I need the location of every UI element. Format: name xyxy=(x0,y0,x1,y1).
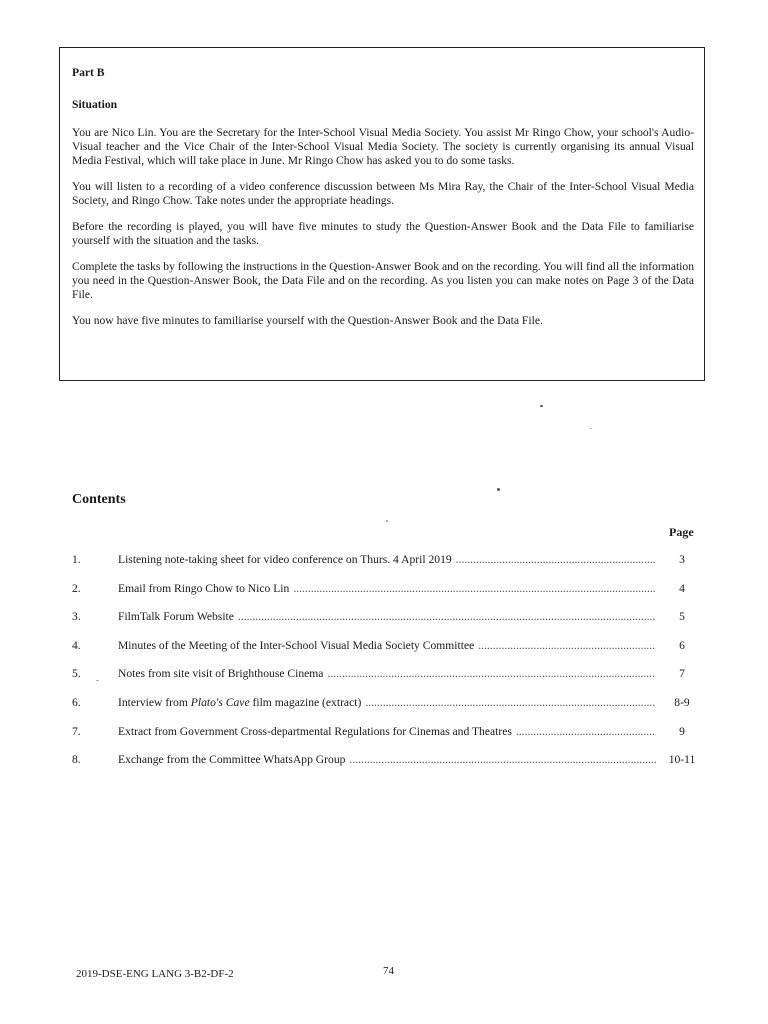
contents-item xyxy=(72,696,702,725)
item-page: 6 xyxy=(679,638,685,652)
item-number: 6. xyxy=(72,695,81,709)
item-page: 8-9 xyxy=(674,695,690,709)
contents-item xyxy=(72,553,702,582)
situation-heading: Situation xyxy=(72,98,118,111)
scan-speck xyxy=(386,520,388,522)
item-number: 2. xyxy=(72,581,81,595)
situation-box xyxy=(59,47,705,381)
item-number: 5. xyxy=(72,667,81,681)
contents-item xyxy=(72,582,702,611)
scan-speck xyxy=(96,680,99,681)
item-page: 7 xyxy=(679,667,685,681)
item-title: Exchange from the Committee WhatsApp Group xyxy=(118,753,346,767)
item-title: Minutes of the Meeting of the Inter-School Visual Media Society Committee xyxy=(118,638,475,652)
item-page: 4 xyxy=(679,581,685,595)
scan-speck xyxy=(497,488,500,491)
item-number: 8. xyxy=(72,753,81,767)
situation-paragraph: You now have five minutes to familiarise yourself with the Question-Answer Book and the Data File. xyxy=(72,314,543,327)
situation-paragraph: Before the recording is played, you will have five minutes to study the Question-Answer Book and the Data File to familiarise yourself with the situation and the tasks. xyxy=(72,220,694,247)
contents-item xyxy=(72,610,702,639)
situation-paragraph: You are Nico Lin. You are the Secretary for the Inter-School Visual Media Society. You assist Mr Ringo Chow, your school's Audio-Visual teacher and the Vice Chair of the Inter-School Visual Media Society. The society is currently organising its annual Visual Media Festival, which will take place in June. Mr Ringo Chow has asked you to do some tasks. xyxy=(72,126,694,167)
item-page: 9 xyxy=(679,724,685,738)
leader-dots xyxy=(365,696,656,709)
item-number: 3. xyxy=(72,610,81,624)
item-number: 4. xyxy=(72,638,81,652)
contents-item xyxy=(72,725,702,754)
leader-dots xyxy=(516,725,656,738)
item-title: Notes from site visit of Brighthouse Cinema xyxy=(118,667,324,681)
item-page: 3 xyxy=(679,553,685,566)
leader-dots xyxy=(478,639,656,652)
item-number: 1. xyxy=(72,553,81,566)
contents-heading: Contents xyxy=(72,492,126,507)
contents-item xyxy=(72,753,702,782)
leader-dots xyxy=(349,753,656,766)
item-title-suffix: film magazine (extract) xyxy=(249,695,362,709)
contents-item xyxy=(72,667,702,696)
scan-speck xyxy=(540,405,543,407)
leader-dots xyxy=(293,582,656,595)
item-number: 7. xyxy=(72,724,81,738)
magazine-name: Plato's Cave xyxy=(190,695,250,709)
item-title: FilmTalk Forum Website xyxy=(118,610,234,624)
contents-list xyxy=(72,553,702,782)
page-column-label: Page xyxy=(669,525,694,539)
page-number: 74 xyxy=(383,965,394,977)
contents-item xyxy=(72,639,702,668)
item-title: Email from Ringo Chow to Nico Lin xyxy=(118,581,290,595)
item-title: Extract from Government Cross-departmental Regulations for Cinemas and Theatres xyxy=(118,724,512,738)
part-heading: Part B xyxy=(72,66,105,79)
leader-dots xyxy=(456,553,656,566)
leader-dots xyxy=(327,667,656,680)
scan-speck xyxy=(590,428,592,429)
item-page: 5 xyxy=(679,610,685,624)
leader-dots xyxy=(238,610,656,623)
item-page: 10-11 xyxy=(668,753,696,767)
item-title-prefix: Interview from xyxy=(118,695,191,709)
exam-code: 2019-DSE-ENG LANG 3-B2-DF-2 xyxy=(76,968,234,980)
situation-paragraph: Complete the tasks by following the instructions in the Question-Answer Book and on the recording. You will find all the information you need in the Question-Answer Book, the Data File and on the recording. As you listen you can make notes on Page 3 of the Data File. xyxy=(72,260,694,301)
situation-paragraph: You will listen to a recording of a video conference discussion between Ms Mira Ray, the Chair of the Inter-School Visual Media Society, and Ringo Chow. Take notes under the appropriate headings. xyxy=(72,180,694,207)
item-title xyxy=(118,696,361,709)
item-title: Listening note-taking sheet for video conference on Thurs. 4 April 2019 xyxy=(118,553,452,566)
